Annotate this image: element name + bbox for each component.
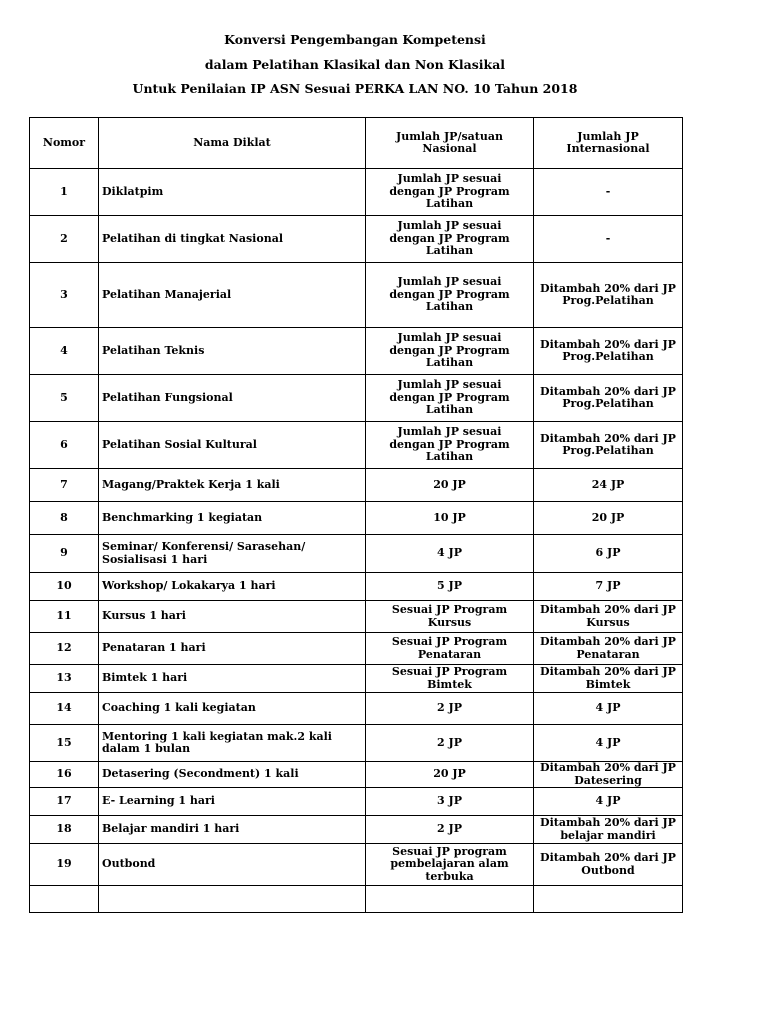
cell-jp-internasional: Ditambah 20% dari JP Outbond (534, 844, 683, 886)
cell-jp-internasional: 4 JP (534, 788, 683, 816)
cell-nomor: 9 (30, 535, 99, 573)
table-row (30, 375, 683, 422)
cell-jp-internasional: Ditambah 20% dari JP Prog.Pelatihan (534, 375, 683, 422)
cell-jp-nasional: Sesuai JP Program Bimtek (366, 665, 534, 693)
table-row (30, 169, 683, 216)
cell-jp-nasional: 2 JP (366, 816, 534, 844)
cell-nama-diklat: Diklatpim (99, 169, 366, 216)
table-row (30, 665, 683, 693)
table-body (30, 169, 683, 913)
cell-jp-internasional: 20 JP (534, 502, 683, 535)
cell-jp-nasional: 4 JP (366, 535, 534, 573)
cell-nomor: 10 (30, 573, 99, 601)
cell-nomor: 13 (30, 665, 99, 693)
cell-jp-internasional: 6 JP (534, 535, 683, 573)
cell-nomor: 5 (30, 375, 99, 422)
cell-nomor: 1 (30, 169, 99, 216)
cell-nomor: 2 (30, 216, 99, 263)
table-row (30, 816, 683, 844)
table-row (30, 633, 683, 665)
cell-nomor: 15 (30, 725, 99, 762)
cell-nama-diklat: Bimtek 1 hari (99, 665, 366, 693)
table-row (30, 693, 683, 725)
cell-jp-internasional: Ditambah 20% dari JP Kursus (534, 601, 683, 633)
cell-jp-nasional: 20 JP (366, 762, 534, 788)
cell-jp-internasional: Ditambah 20% dari JP Prog.Pelatihan (534, 328, 683, 375)
cell-nama-diklat: Seminar/ Konferensi/ Sarasehan/ Sosialisasi 1 hari (99, 535, 366, 573)
table-row (30, 263, 683, 328)
cell-jp-nasional: Sesuai JP Program Kursus (366, 601, 534, 633)
table-row (30, 216, 683, 263)
title-line-2: dalam Pelatihan Klasikal dan Non Klasikal (204, 56, 506, 72)
cell-nama-diklat: Detasering (Secondment) 1 kali (99, 762, 366, 788)
cell-jp-internasional: 24 JP (534, 469, 683, 502)
cell-jp-nasional: Jumlah JP sesuai dengan JP Program Latihan (366, 422, 534, 469)
cell-nomor: 11 (30, 601, 99, 633)
cell-nama-diklat: Outbond (99, 844, 366, 886)
cell-nama-diklat: Pelatihan di tingkat Nasional (99, 216, 366, 263)
cell-nama-diklat: Pelatihan Sosial Kultural (99, 422, 366, 469)
cell-nomor: 17 (30, 788, 99, 816)
cell-nama-diklat: E- Learning 1 hari (99, 788, 366, 816)
cell-nama-diklat: Benchmarking 1 kegiatan (99, 502, 366, 535)
cell-jp-internasional (534, 886, 683, 913)
cell-jp-nasional: Jumlah JP sesuai dengan JP Program Latihan (366, 328, 534, 375)
table-header-row (30, 118, 683, 169)
cell-nama-diklat: Workshop/ Lokakarya 1 hari (99, 573, 366, 601)
cell-jp-nasional: 10 JP (366, 502, 534, 535)
cell-jp-internasional: 4 JP (534, 725, 683, 762)
cell-nomor: 18 (30, 816, 99, 844)
title-line-1: Konversi Pengembangan Kompetensi (224, 32, 486, 47)
table-row (30, 762, 683, 788)
table-row (30, 725, 683, 762)
cell-nama-diklat: Kursus 1 hari (99, 601, 366, 633)
cell-jp-nasional: Sesuai JP Program Penataran (366, 633, 534, 665)
cell-nomor: 7 (30, 469, 99, 502)
cell-jp-internasional: Ditambah 20% dari JP belajar mandiri (534, 816, 683, 844)
header-jp-nasional: Jumlah JP/satuan Nasional (366, 118, 534, 169)
title-line-3: Untuk Penilaian IP ASN Sesuai PERKA LAN NO. 10 Tahun 2018 (132, 81, 578, 96)
cell-nama-diklat (99, 886, 366, 913)
cell-jp-internasional: - (534, 216, 683, 263)
cell-nomor: 14 (30, 693, 99, 725)
header-nomor: Nomor (30, 118, 99, 169)
cell-jp-nasional: 20 JP (366, 469, 534, 502)
cell-nomor: 16 (30, 762, 99, 788)
cell-jp-nasional: 2 JP (366, 725, 534, 762)
conversion-table (29, 117, 683, 913)
cell-nama-diklat: Coaching 1 kali kegiatan (99, 693, 366, 725)
cell-jp-nasional: Jumlah JP sesuai dengan JP Program Latihan (366, 169, 534, 216)
cell-jp-nasional: 3 JP (366, 788, 534, 816)
cell-nomor (30, 886, 99, 913)
cell-nama-diklat: Belajar mandiri 1 hari (99, 816, 366, 844)
cell-nomor: 3 (30, 263, 99, 328)
table-row (30, 844, 683, 886)
cell-jp-internasional: Ditambah 20% dari JP Penataran (534, 633, 683, 665)
table-row (30, 788, 683, 816)
cell-nama-diklat: Mentoring 1 kali kegiatan mak.2 kali dalam 1 bulan (99, 725, 366, 762)
cell-nomor: 6 (30, 422, 99, 469)
cell-jp-nasional: Jumlah JP sesuai dengan JP Program Latihan (366, 216, 534, 263)
table-row (30, 535, 683, 573)
cell-nama-diklat: Pelatihan Manajerial (99, 263, 366, 328)
cell-jp-internasional: Ditambah 20% dari JP Datesering (534, 762, 683, 788)
cell-nama-diklat: Pelatihan Teknis (99, 328, 366, 375)
table-row (30, 886, 683, 913)
cell-jp-internasional: 7 JP (534, 573, 683, 601)
cell-nomor: 4 (30, 328, 99, 375)
cell-jp-nasional: Jumlah JP sesuai dengan JP Program Latihan (366, 375, 534, 422)
cell-jp-internasional: Ditambah 20% dari JP Bimtek (534, 665, 683, 693)
cell-nomor: 19 (30, 844, 99, 886)
table-row (30, 469, 683, 502)
header-nama-diklat: Nama Diklat (99, 118, 366, 169)
cell-jp-internasional: - (534, 169, 683, 216)
table-row (30, 328, 683, 375)
cell-jp-nasional: Sesuai JP program pembelajaran alam terbuka (366, 844, 534, 886)
cell-nomor: 8 (30, 502, 99, 535)
table-row (30, 502, 683, 535)
cell-jp-internasional: 4 JP (534, 693, 683, 725)
cell-nama-diklat: Penataran 1 hari (99, 633, 366, 665)
cell-jp-internasional: Ditambah 20% dari JP Prog.Pelatihan (534, 422, 683, 469)
table-row (30, 601, 683, 633)
document-title-block (0, 28, 710, 102)
cell-nama-diklat: Pelatihan Fungsional (99, 375, 366, 422)
cell-jp-nasional (366, 886, 534, 913)
cell-nama-diklat: Magang/Praktek Kerja 1 kali (99, 469, 366, 502)
cell-nomor: 12 (30, 633, 99, 665)
table-row (30, 422, 683, 469)
cell-jp-internasional: Ditambah 20% dari JP Prog.Pelatihan (534, 263, 683, 328)
header-jp-internasional: Jumlah JP Internasional (534, 118, 683, 169)
cell-jp-nasional: 2 JP (366, 693, 534, 725)
table-row (30, 573, 683, 601)
cell-jp-nasional: 5 JP (366, 573, 534, 601)
cell-jp-nasional: Jumlah JP sesuai dengan JP Program Latihan (366, 263, 534, 328)
